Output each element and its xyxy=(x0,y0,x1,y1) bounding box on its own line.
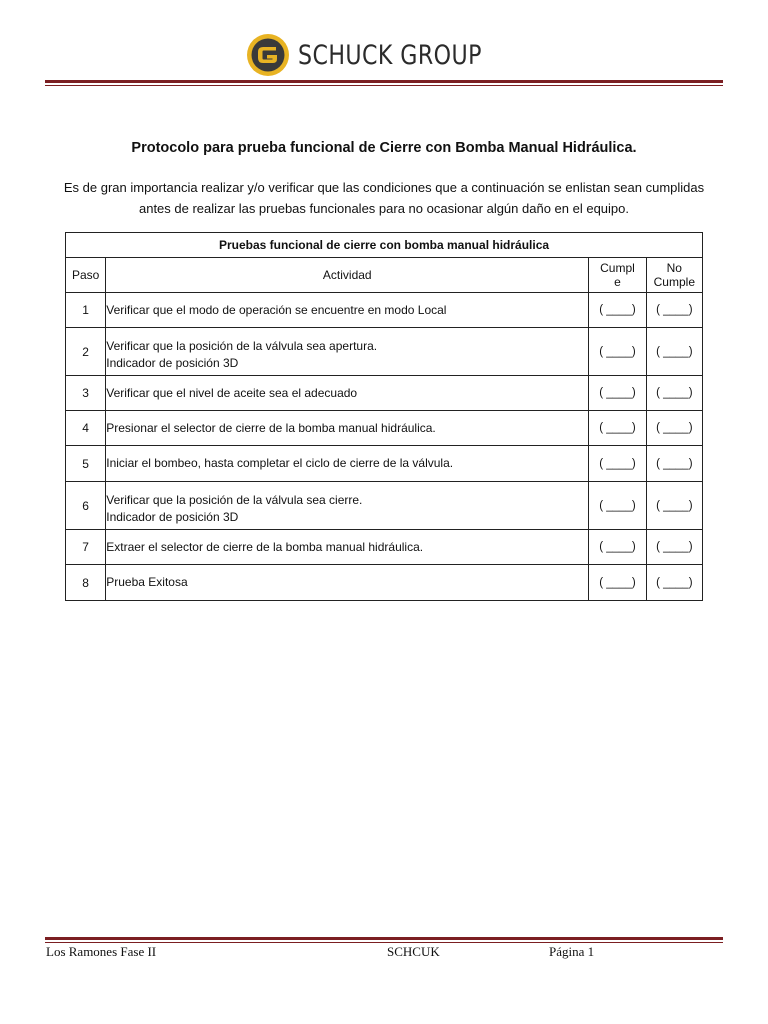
activity-line: Prueba Exitosa xyxy=(106,575,188,589)
no-cumple-blank[interactable] xyxy=(646,530,702,565)
cumple-blank[interactable] xyxy=(589,293,646,328)
cumple-blank[interactable] xyxy=(589,482,646,530)
step-number: 4 xyxy=(66,411,106,446)
table-row xyxy=(66,293,703,328)
step-number: 6 xyxy=(66,482,106,530)
activity-line: Iniciar el bombeo, hasta completar el ciclo de cierre de la válvula. xyxy=(106,456,454,470)
step-number: 1 xyxy=(66,293,106,328)
cumple-blank-text: ( ____) xyxy=(599,576,636,589)
no-cumple-blank-text: ( ____) xyxy=(656,345,693,358)
logo-wordmark: SCHUCK GROUP xyxy=(298,39,482,71)
no-cumple-blank-text: ( ____) xyxy=(656,387,693,399)
step-number: 5 xyxy=(66,446,106,482)
table-title: Pruebas funcional de cierre con bomba manual hidráulica xyxy=(66,233,703,258)
cumple-blank-text: ( ____) xyxy=(599,304,636,316)
no-cumple-blank-text: ( ____) xyxy=(656,499,693,512)
header-cumple xyxy=(589,258,646,293)
company-logo xyxy=(246,32,522,78)
cumple-blank-text: ( ____) xyxy=(599,387,636,399)
activity-line: Presionar el selector de cierre de la bomba manual hidráulica. xyxy=(106,420,436,435)
intro-line-1: Es de gran importancia realizar y/o verificar que las condiciones que a continuación se enlistan sean cumplidas xyxy=(63,180,705,195)
intro-paragraph xyxy=(40,177,728,219)
header-no-cumple xyxy=(646,258,702,293)
footer-company: SCHCUK xyxy=(387,944,440,959)
no-cumple-blank[interactable] xyxy=(646,482,702,530)
step-activity xyxy=(106,376,589,411)
no-cumple-blank[interactable] xyxy=(646,446,702,482)
no-cumple-blank-text: ( ____) xyxy=(656,576,693,589)
no-cumple-blank[interactable] xyxy=(646,565,702,601)
schuck-group-logo-icon xyxy=(246,33,290,77)
step-number: 3 xyxy=(66,376,106,411)
activity-line: Extraer el selector de cierre de la bomba manual hidráulica. xyxy=(106,539,424,554)
step-activity xyxy=(106,565,589,601)
table-row xyxy=(66,411,703,446)
cumple-blank[interactable] xyxy=(589,328,646,376)
footer-page-number: Página 1 xyxy=(549,944,595,959)
step-number: 2 xyxy=(66,328,106,376)
header-rule xyxy=(45,80,723,83)
cumple-blank-text: ( ____) xyxy=(599,422,636,434)
no-cumple-blank[interactable] xyxy=(646,376,702,411)
checklist-table xyxy=(65,232,703,601)
step-number: 7 xyxy=(66,530,106,565)
activity-line: Verificar que el nivel de aceite sea el adecuado xyxy=(106,385,358,400)
footer-project: Los Ramones Fase II xyxy=(46,944,157,959)
no-cumple-blank-text: ( ____) xyxy=(656,541,693,553)
header-no-cumple-line1: No xyxy=(666,261,682,275)
no-cumple-blank[interactable] xyxy=(646,411,702,446)
header-paso: Paso xyxy=(66,258,106,293)
cumple-blank[interactable] xyxy=(589,446,646,482)
table-row xyxy=(66,446,703,482)
cumple-blank[interactable] xyxy=(589,530,646,565)
no-cumple-blank-text: ( ____) xyxy=(656,457,693,470)
footer-rule-thin xyxy=(45,942,723,943)
cumple-blank-text: ( ____) xyxy=(599,541,636,553)
intro-line-2: antes de realizar las pruebas funcionales para no ocasionar algún daño en el equipo. xyxy=(138,201,629,216)
header-rule-thin xyxy=(45,85,723,86)
cumple-blank-text: ( ____) xyxy=(599,457,636,470)
table-row xyxy=(66,376,703,411)
step-activity xyxy=(106,411,589,446)
document-title: Protocolo para prueba funcional de Cierre con Bomba Manual Hidráulica. xyxy=(131,140,637,156)
no-cumple-blank-text: ( ____) xyxy=(656,422,693,434)
table-row xyxy=(66,530,703,565)
header-cumple-line1: Cumpl xyxy=(600,261,635,275)
table-row xyxy=(66,565,703,601)
step-number: 8 xyxy=(66,565,106,601)
cumple-blank[interactable] xyxy=(589,376,646,411)
table-row xyxy=(66,482,703,530)
footer-rule xyxy=(45,937,723,940)
cumple-blank[interactable] xyxy=(589,565,646,601)
step-activity xyxy=(106,446,589,482)
table-row xyxy=(66,328,703,376)
activity-line: Verificar que la posición de la válvula sea apertura. xyxy=(106,338,378,353)
header-no-cumple-line2: Cumple xyxy=(653,275,695,289)
step-activity xyxy=(106,328,589,376)
step-activity xyxy=(106,482,589,530)
activity-line-2: Indicador de posición 3D xyxy=(106,509,239,524)
header-cumple-line2: e xyxy=(614,275,621,289)
cumple-blank-text: ( ____) xyxy=(599,345,636,358)
step-activity xyxy=(106,530,589,565)
activity-line-2: Indicador de posición 3D xyxy=(106,355,239,370)
no-cumple-blank[interactable] xyxy=(646,293,702,328)
step-activity xyxy=(106,293,589,328)
activity-line: Verificar que la posición de la válvula sea cierre. xyxy=(106,492,363,507)
activity-line: Verificar que el modo de operación se encuentre en modo Local xyxy=(106,302,447,317)
no-cumple-blank-text: ( ____) xyxy=(656,304,693,316)
cumple-blank-text: ( ____) xyxy=(599,499,636,512)
no-cumple-blank[interactable] xyxy=(646,328,702,376)
cumple-blank[interactable] xyxy=(589,411,646,446)
header-actividad: Actividad xyxy=(106,258,589,293)
